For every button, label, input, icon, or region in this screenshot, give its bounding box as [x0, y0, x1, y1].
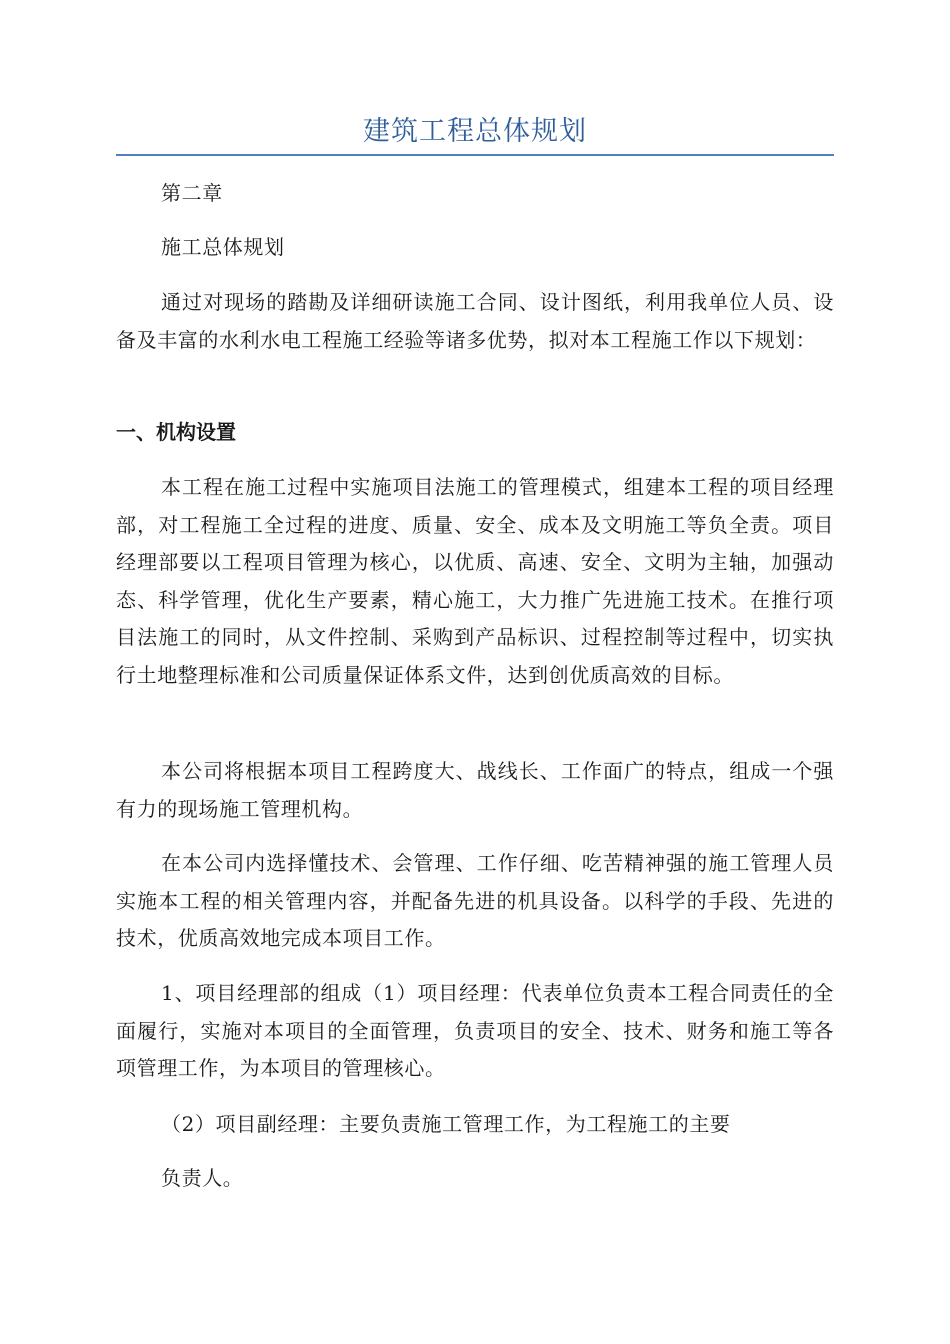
title-underline [116, 154, 834, 156]
paragraph-responsible-person: 负责人。 [161, 1166, 244, 1190]
section-heading-organization: 一、机构设置 [116, 420, 236, 444]
intro-paragraph: 通过对现场的踏勘及详细研读施工合同、设计图纸，利用我单位人员、设备及丰富的水利水电工程施工经验等诸多优势，拟对本工程施工作以下规划： [116, 290, 834, 352]
chapter-subtitle: 施工总体规划 [161, 235, 285, 259]
paragraph-staff-selection: 在本公司内选择懂技术、会管理、工作仔细、吃苦精神强的施工管理人员实施本工程的相关管理内容，并配备先进的机具设备。以科学的手段、先进的技术，优质高效地完成本项目工作。 [116, 851, 834, 950]
chapter-label: 第二章 [161, 181, 223, 205]
paragraph-deputy-manager: （2）项目副经理：主要负责施工管理工作，为工程施工的主要 [161, 1112, 731, 1136]
paragraph-management-model: 本工程在施工过程中实施项目法施工的管理模式，组建本工程的项目经理部，对工程施工全过程的进度、质量、安全、成本及文明施工等负全责。项目经理部要以工程项目管理为核心，以优质、高速、安全、文明为主轴，加强动态、科学管理，优化生产要素，精心施工，大力推广先进施工技术。在推行项目法施工的同时，从文件控制、采购到产品标识、过程控制等过程中，切实执行土地整理标准和公司质量保证体系文件，达到创优质高效的目标。 [116, 475, 834, 687]
document-title: 建筑工程总体规划 [363, 116, 587, 147]
paragraph-site-organization: 本公司将根据本项目工程跨度大、战线长、工作面广的特点，组成一个强有力的现场施工管理机构。 [116, 759, 834, 821]
paragraph-project-manager: 1、项目经理部的组成（1）项目经理：代表单位负责本工程合同责任的全面履行，实施对本项目的全面管理，负责项目的安全、技术、财务和施工等各项管理工作，为本项目的管理核心。 [116, 981, 834, 1080]
